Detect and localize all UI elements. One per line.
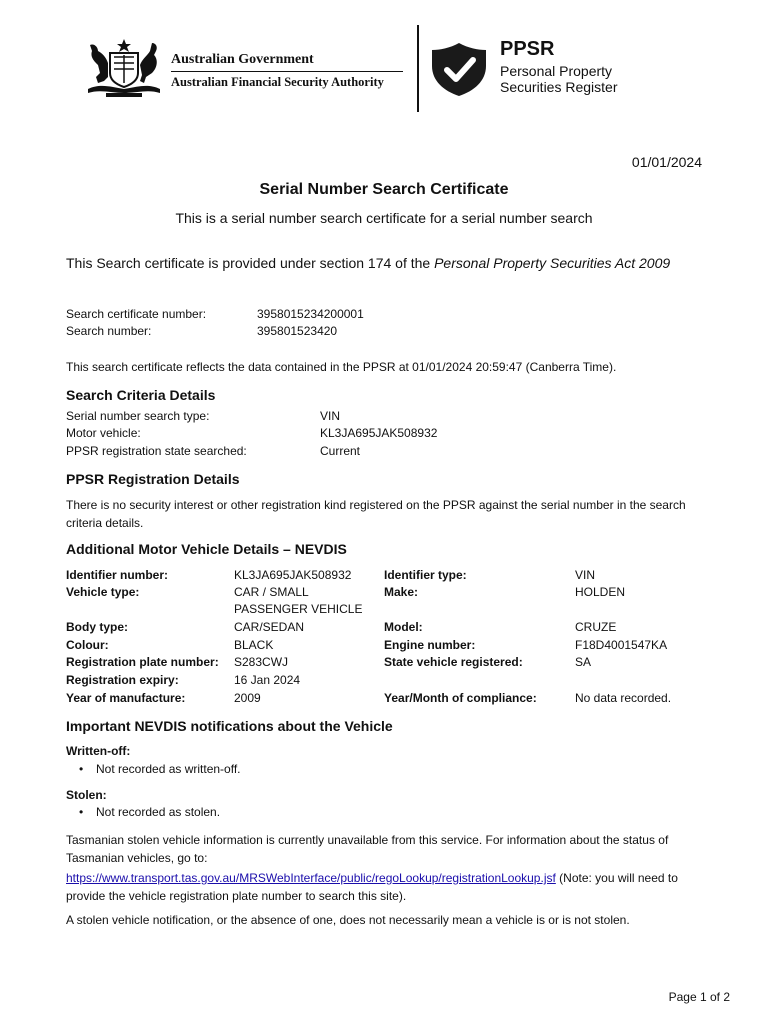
page-subtitle: This is a serial number search certificate for a serial number search — [175, 210, 593, 226]
ppsr-name-line2: Securities Register — [500, 79, 618, 95]
tasmania-link-paragraph — [66, 869, 706, 905]
criteria-label: Serial number search type: — [66, 409, 210, 423]
nevdis-value: No data recorded. — [575, 691, 672, 705]
ppsr-name-line1: Personal Property — [500, 63, 613, 79]
nevdis-label: Year of manufacture: — [66, 691, 186, 705]
criteria-label: Motor vehicle: — [66, 426, 141, 440]
tasmania-info: Tasmanian stolen vehicle information is currently unavailable from this service. For information about the status of Tasmanian vehicles, go to: — [66, 833, 669, 865]
nevdis-value: CRUZE — [575, 620, 617, 634]
criteria-value: VIN — [320, 409, 341, 423]
stolen-disclaimer: A stolen vehicle notification, or the absence of one, does not necessarily mean a vehicle is or is not stolen. — [66, 913, 630, 927]
provision-statement — [66, 254, 706, 272]
nevdis-label: Registration expiry: — [66, 673, 179, 687]
registration-heading: PPSR Registration Details — [66, 471, 240, 487]
nevdis-value: F18D4001547KA — [575, 638, 668, 652]
nevdis-label: Vehicle type: — [66, 585, 140, 599]
nevdis-value: HOLDEN — [575, 585, 626, 599]
written-off-item — [82, 762, 241, 777]
reflects-statement: This search certificate reflects the data contained in the PPSR at 01/01/2024 20:59:47 (Canberra Time). — [66, 360, 617, 374]
nevdis-heading: Additional Motor Vehicle Details – NEVDIS — [66, 541, 347, 557]
stolen-text: Not recorded as stolen. — [96, 805, 221, 819]
cert-number-label: Search certificate number: — [66, 307, 207, 321]
header-divider — [417, 25, 419, 112]
nevdis-label: Identifier type: — [384, 568, 467, 582]
nevdis-value: CAR/SEDAN — [234, 620, 305, 634]
ppsr-brand: PPSR — [500, 38, 555, 60]
nevdis-value: SA — [575, 655, 592, 669]
nevdis-label: State vehicle registered: — [384, 655, 523, 669]
nevdis-value: VIN — [575, 568, 596, 582]
nevdis-label: Year/Month of compliance: — [384, 691, 537, 705]
header-rule — [171, 71, 403, 72]
ppsr-shield-check-icon — [430, 42, 488, 97]
coat-of-arms-icon — [84, 37, 164, 99]
tasmania-lookup-link[interactable]: https://www.transport.tas.gov.au/MRSWebInterface/public/regoLookup/registrationLookup.jsf — [66, 871, 556, 885]
written-off-text: Not recorded as written-off. — [96, 762, 241, 776]
written-off-label: Written-off: — [66, 744, 131, 758]
registration-text: There is no security interest or other registration kind registered on the PPSR against the serial number in the search criteria details. — [66, 498, 686, 530]
nevdis-label: Engine number: — [384, 638, 476, 652]
nevdis-label: Model: — [384, 620, 423, 634]
agency-name: Australian Financial Security Authority — [171, 75, 384, 89]
nevdis-label: Identifier number: — [66, 568, 169, 582]
nevdis-value: S283CWJ — [234, 655, 289, 669]
page-number: Page 1 of 2 — [668, 990, 730, 1004]
criteria-value: KL3JA695JAK508932 — [320, 426, 438, 440]
tasmania-note: (Note: you will need to provide the vehicle registration plate number to search this site). — [66, 871, 678, 903]
notifications-heading: Important NEVDIS notifications about the Vehicle — [66, 718, 393, 734]
nevdis-label: Make: — [384, 585, 419, 599]
criteria-label: PPSR registration state searched: — [66, 444, 247, 458]
cert-number-value: 3958015234200001 — [257, 307, 364, 321]
certificate-date: 01/01/2024 — [631, 154, 702, 170]
nevdis-value: CAR / SMALL — [234, 585, 309, 599]
search-number-label: Search number: — [66, 324, 152, 338]
nevdis-label: Body type: — [66, 620, 129, 634]
search-number-value: 395801523420 — [257, 324, 338, 338]
criteria-heading: Search Criteria Details — [66, 387, 216, 403]
stolen-item — [82, 805, 220, 820]
nevdis-value: 16 Jan 2024 — [234, 673, 301, 687]
nevdis-value: BLACK — [234, 638, 274, 652]
criteria-value: Current — [320, 444, 361, 458]
nevdis-label: Registration plate number: — [66, 655, 219, 669]
nevdis-value: 2009 — [234, 691, 261, 705]
page-title: Serial Number Search Certificate — [259, 181, 509, 198]
nevdis-label: Colour: — [66, 638, 109, 652]
government-title: Australian Government — [171, 52, 314, 67]
provision-prefix: This Search certificate is provided under section 174 of the — [66, 255, 435, 271]
stolen-label: Stolen: — [66, 788, 107, 802]
nevdis-value-cont: PASSENGER VEHICLE — [234, 602, 363, 616]
act-name: Personal Property Securities Act 2009 — [434, 255, 671, 271]
nevdis-value: KL3JA695JAK508932 — [234, 568, 352, 582]
